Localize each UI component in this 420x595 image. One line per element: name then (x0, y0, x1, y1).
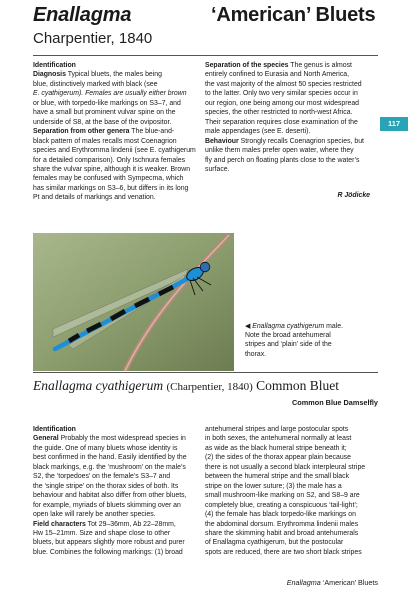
field-characters-continued (205, 425, 378, 557)
separation-species-para: Separation of the species The genus is almost entirely confined to Eurasia and North America, the vast majority of the almost 50 species restricted to the latter. Only two very similar species occur in our region, one being among our most widespread species, the other restricted to north-west Africa. Their separation requires close examination of the male appendages (see E. deserti). (205, 62, 362, 136)
genus-identification (33, 61, 201, 203)
photo-caption: ◀ Enallagma cyathigerum male. Note the broad antehumeral stripes and ‘plain’ side of the thorax. (245, 323, 344, 358)
genus-author: Charpentier, 1840 (33, 30, 153, 47)
diagnosis-para: Diagnosis Typical bluets, the males being blue, distinctively marked with black (see E. cyathigerum). Females are usually either brown or blue, with torpedo-like markings on S3–7, and have a small but prominent vulvar spine on the underside of S8, at the base of the ovipositor. (33, 71, 187, 126)
field-characters-para: Field characters Tot 29–36mm, Ab 22–28mm, Hw 15–21mm. Size and shape close to other bluets, but appears slightly more robust and purer blue. Combines the following markings: (1) broad (33, 520, 185, 556)
species-title: Enallagma cyathigerum (Charpentier, 1840) Common Bluet (33, 378, 340, 393)
section-heading: Identification (33, 426, 76, 433)
general-para: General Probably the most widespread species in the guide. One of many bluets whose identity is best confirmed in the hand. Easily identified by the black markings, e.g. the ‘mushroom’ on the male’s S2, the ‘torpedoes’ on the female’s S3–7 and the ‘single stripe’ on the thorax sides of both. Its behaviour and habitat also differ from other bluets, for example, myriads of bluets skimming over an open lake will rarely be another species. (33, 435, 187, 519)
genus-title: Enallagma (33, 4, 132, 26)
species-separation (205, 61, 378, 174)
alt-common-name: Common Blue Damselfly (292, 398, 378, 407)
author-signature: R Jödicke (337, 192, 370, 199)
running-footer: Enallagma ‘American’ Bluets (286, 578, 378, 587)
species-divider (33, 372, 378, 373)
section-heading: Identification (33, 62, 76, 69)
group-title: ‘American’ Bluets (211, 4, 376, 26)
damselfly-illustration (33, 233, 234, 371)
separation-genera-para: Separation from other genera The blue-and- black pattern of males recalls most Coenagrion species and Erythromma lindenii (see E. cyathigerum for a detailed comparison). Only Ischnura females share the vulvar spine, although it is weaker. Brown females may be confused with Sympecma, which has similar markings on S3–6, but differs in its long Pt and details of markings and venation. (33, 128, 196, 202)
page-number-tab: 117 (380, 117, 408, 131)
damselfly-photo (33, 233, 234, 371)
markings-para: antehumeral stripes and large postocular spots in both sexes, the antehumeral normally at least as wide as the black humeral stripe beneath it; (2) the sides of the thorax appear plain because there is not usually a second black interpleural stripe between the humeral stripe and the small black stripe on the lower suture; (3) the male has a small mushroom-like marking on S2, and S8–9 are completely blue, creating a conspicuous ‘tail-light’; (4) the female has black torpedo-like markings on the abdominal dorsum. Erythromma lindenii males share the skimming habit and broad antehumerals of Enallagma cyathigerum, but the postocular spots are reduced, there are two short black stripes (205, 426, 366, 556)
header-divider (33, 55, 378, 56)
behaviour-para: Behaviour Strongly recalls Coenagrion species, but unlike them males prefer open water, where they fly and perch on floating plants close to the water’s surface. (205, 137, 364, 173)
species-identification (33, 425, 203, 557)
